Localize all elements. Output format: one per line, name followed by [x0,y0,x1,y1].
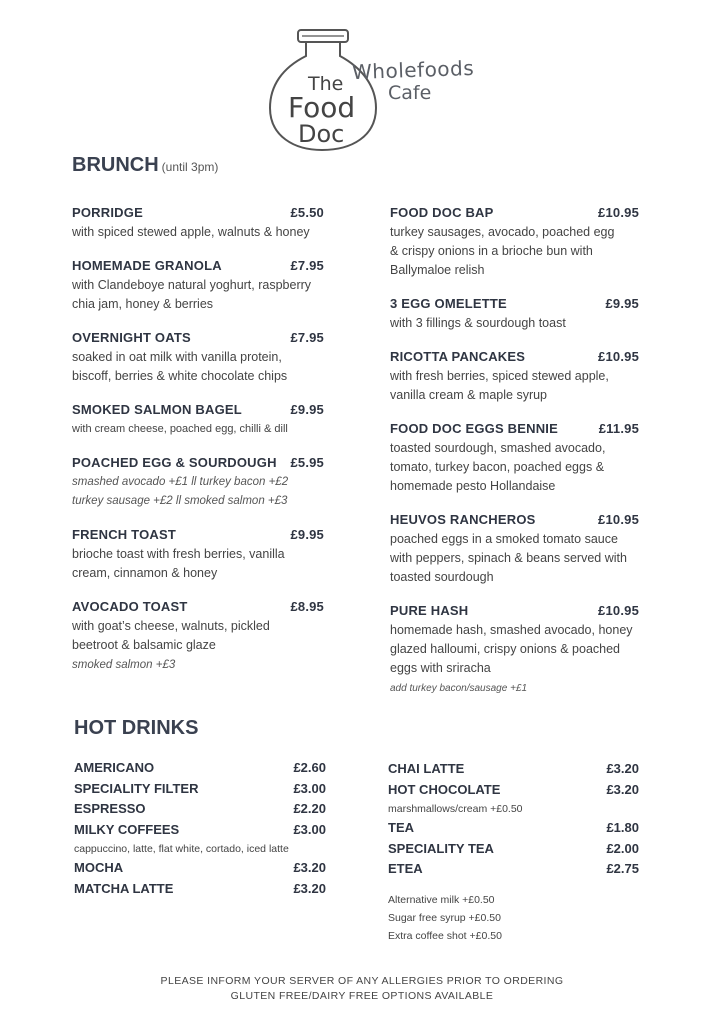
drink-name: MATCHA LATTE [74,880,174,896]
drink-name: SPECIALITY FILTER [74,780,199,796]
menu-item [72,401,324,439]
item-name: FOOD DOC BAP [390,205,494,220]
item-desc-line: cream, cinnamon & honey [72,566,218,580]
drink-name: ETEA [388,861,423,876]
item-price: £5.95 [290,455,324,470]
item-price: £9.95 [290,402,324,417]
drink-desc: marshmallows/cream +£0.50 [388,803,523,815]
brunch-title [72,154,218,177]
item-name: SMOKED SALMON BAGEL [72,402,242,417]
menu-item [390,602,639,698]
brunch-note: (until 3pm) [161,160,219,174]
drink-name: SPECIALITY TEA [388,840,494,856]
menu-item [390,204,639,280]
item-name: HOMEMADE GRANOLA [72,258,222,273]
item-name: OVERNIGHT OATS [72,330,191,345]
drink-price: £2.60 [293,760,326,775]
item-name: POACHED EGG & SOURDOUGH [72,455,277,470]
item-name: FRENCH TOAST [72,527,176,542]
menu-item [390,295,639,333]
item-desc-line: vanilla cream & maple syrup [390,388,548,402]
item-price: £7.95 [290,258,324,273]
item-desc-line: toasted sourdough [390,570,494,584]
item-desc-line: brioche toast with fresh berries, vanilla [72,547,285,561]
item-desc-line: eggs with sriracha [390,661,491,675]
drink-item [388,759,639,780]
drink-name: HOT CHOCOLATE [388,781,501,797]
menu-item [390,348,639,405]
menu-item [72,526,324,583]
drink-price: £3.20 [606,761,639,776]
item-desc-line: with 3 fillings & sourdough toast [390,316,566,330]
item-addon-line: turkey sausage +£2 ll smoked salmon +£3 [72,495,288,507]
item-desc-line: with spiced stewed apple, walnuts & honey [72,225,310,239]
item-name: FOOD DOC EGGS BENNIE [390,421,558,436]
brunch-heading: BRUNCH [72,154,159,176]
item-name: AVOCADO TOAST [72,599,188,614]
item-desc-line: Ballymaloe relish [390,263,485,277]
item-price: £9.95 [290,527,324,542]
item-price: £7.95 [290,330,324,345]
item-desc-line: with goat’s cheese, walnuts, pickled [72,619,270,633]
brand-wholefoods: Wholefoods [351,55,475,85]
item-desc-line: with fresh berries, spiced stewed apple, [390,369,609,383]
item-desc-line: toasted sourdough, smashed avocado, [390,441,606,455]
item-desc-line: homemade hash, smashed avocado, honey [390,623,633,637]
drink-item [388,859,639,880]
extra-line: Sugar free syrup +£0.50 [388,911,501,924]
menu-item [390,511,639,587]
drinks-right-column [388,759,639,945]
drink-name: CHAI LATTE [388,761,465,776]
menu-item [72,454,324,511]
drink-price: £3.20 [293,880,326,896]
item-price: £10.95 [598,512,639,527]
brunch-right-column [390,204,639,713]
drink-name: MOCHA [74,860,124,875]
item-name: PORRIDGE [72,205,143,220]
item-addon-line: smoked salmon +£3 [72,659,176,671]
item-desc-line: beetroot & balsamic glaze [72,638,216,652]
menu-item [72,257,324,314]
drink-name: ESPRESSO [74,801,146,816]
footer-options-line: GLUTEN FREE/DAIRY FREE OPTIONS AVAILABLE [230,990,494,1002]
drink-price: £3.20 [293,860,326,875]
drink-desc: cappuccino, latte, flat white, cortado, iced latte [74,843,289,855]
drink-name: TEA [388,820,414,835]
hot-drinks-title: HOT DRINKS [74,717,199,739]
drink-price: £3.20 [606,781,639,797]
footer-allergy-line: PLEASE INFORM YOUR SERVER OF ANY ALLERGIES PRIOR TO ORDERING [160,975,564,987]
drink-name: MILKY COFFEES [74,821,180,837]
brand-cafe: Cafe [388,82,432,104]
logo-word-doc: Doc [298,120,345,148]
drink-price: £3.00 [293,821,326,837]
logo-word-the: The [308,73,344,95]
drink-item [388,780,639,801]
item-desc-line: poached eggs in a smoked tomato sauce [390,532,618,546]
item-price: £10.95 [598,603,639,618]
drink-name: AMERICANO [74,760,155,775]
item-name: 3 EGG OMELETTE [390,296,507,311]
drink-item [74,879,326,900]
item-desc-line: with Clandeboye natural yoghurt, raspberry [72,278,312,292]
brand-text [351,55,475,104]
item-desc-line: turkey sausages, avocado, poached egg [390,225,615,239]
item-desc-line: chia jam, honey & berries [72,297,214,311]
menu-item [72,329,324,386]
item-desc-line: tomato, turkey bacon, poached eggs & [390,460,605,474]
drink-price: £1.80 [606,820,639,835]
drink-price: £2.75 [606,861,639,876]
item-price: £11.95 [598,421,639,436]
item-addon-line: add turkey bacon/sausage +£1 [390,683,528,694]
drink-item [74,858,326,879]
extra-line: Alternative milk +£0.50 [388,893,495,906]
menu-item [72,598,324,675]
item-name: HEUVOS RANCHEROS [390,512,536,527]
item-desc-line: & crispy onions in a brioche bun with [390,244,593,258]
drink-item [388,839,639,860]
menu-item [390,420,639,496]
extra-line: Extra coffee shot +£0.50 [388,929,502,942]
item-addon-line: smashed avocado +£1 ll turkey bacon +£2 [72,476,289,488]
item-price: £8.95 [290,599,324,614]
item-price: £9.95 [605,296,639,311]
drink-price: £2.20 [293,801,326,816]
drink-item [74,758,326,779]
item-price: £10.95 [598,205,639,220]
item-desc-line: homemade pesto Hollandaise [390,479,556,493]
logo-word-food: Food [288,91,356,124]
drink-item [74,779,326,800]
drink-item [388,818,639,839]
drink-price: £3.00 [293,780,326,796]
menu-item [72,204,324,242]
item-desc-line: soaked in oat milk with vanilla protein, [72,350,282,364]
brunch-left-column [72,204,324,690]
item-desc-line: with cream cheese, poached egg, chilli & dill [72,423,288,435]
item-price: £10.95 [598,349,639,364]
drink-item [74,799,326,820]
item-desc-line: glazed halloumi, crispy onions & poached [390,642,620,656]
item-name: PURE HASH [390,603,469,618]
item-price: £5.50 [290,205,324,220]
item-desc-line: biscoff, berries & white chocolate chips [72,369,288,383]
allergy-footer [0,974,724,1004]
drinks-left-column [74,758,326,899]
item-desc-line: with peppers, spinach & beans served with [390,551,627,565]
drink-extras [388,891,639,945]
drink-price: £2.00 [606,840,639,856]
drink-item [74,820,326,841]
item-name: RICOTTA PANCAKES [390,349,526,364]
